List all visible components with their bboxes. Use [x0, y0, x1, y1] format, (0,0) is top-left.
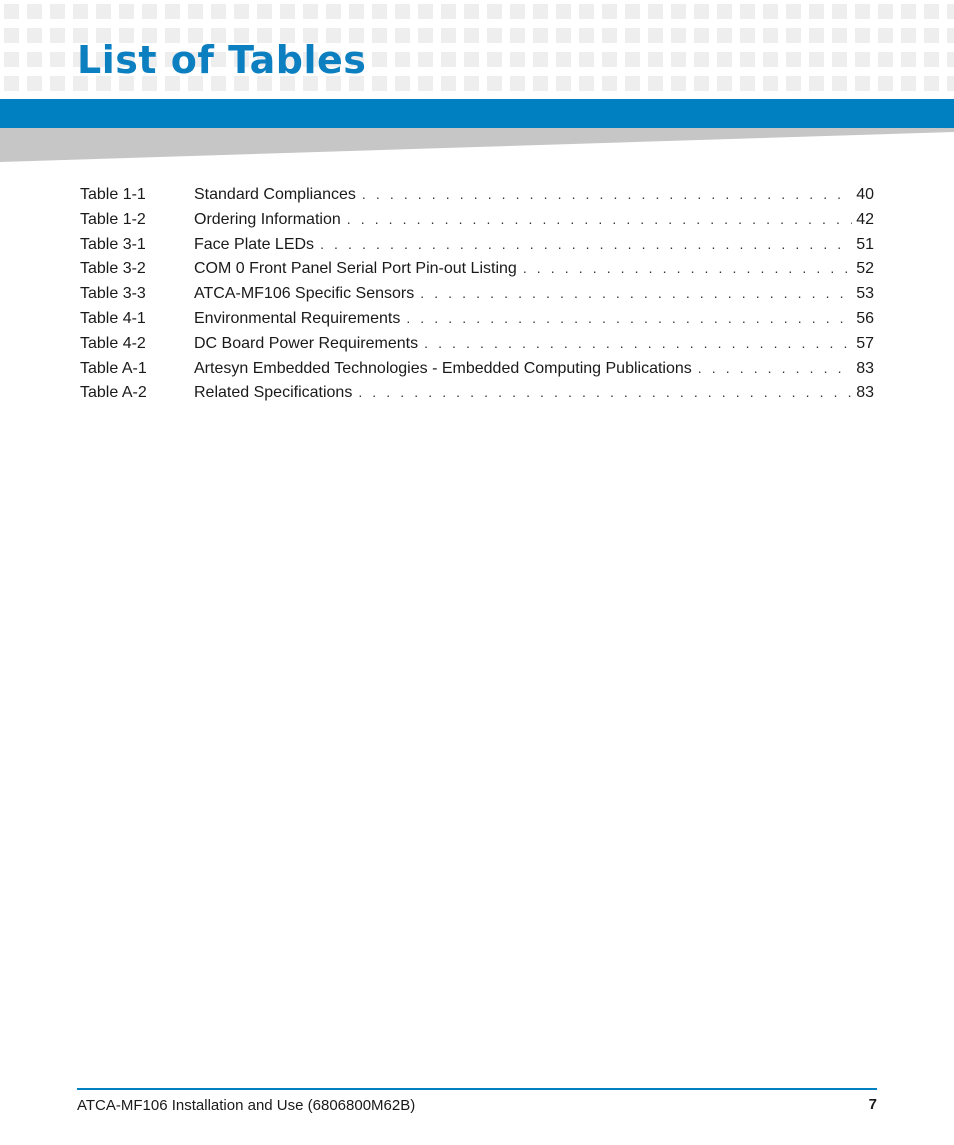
toc-dot-leader: [420, 281, 852, 306]
pattern-square: [27, 4, 42, 19]
toc-row[interactable]: [80, 331, 874, 356]
toc-table-title: Environmental Requirements: [194, 309, 401, 327]
pattern-square: [602, 76, 617, 91]
pattern-square: [50, 76, 65, 91]
pattern-square: [395, 76, 410, 91]
toc-row[interactable]: [80, 207, 874, 232]
pattern-square: [671, 52, 686, 67]
pattern-square: [924, 4, 939, 19]
toc-page-number: 40: [856, 186, 874, 203]
pattern-square: [602, 4, 617, 19]
pattern-square: [901, 28, 916, 43]
toc-table-title: Face Plate LEDs: [194, 235, 315, 253]
pattern-square: [671, 76, 686, 91]
pattern-square: [924, 76, 939, 91]
footer-document-title: ATCA-MF106 Installation and Use (6806800M62B): [77, 1097, 416, 1114]
pattern-square: [832, 4, 847, 19]
pattern-square: [234, 4, 249, 19]
pattern-square: [487, 76, 502, 91]
pattern-square: [142, 4, 157, 19]
pattern-square: [602, 28, 617, 43]
pattern-square: [441, 4, 456, 19]
pattern-square: [441, 28, 456, 43]
pattern-square: [50, 4, 65, 19]
pattern-square: [579, 4, 594, 19]
toc-table-number: Table 1-2: [80, 210, 146, 228]
pattern-square: [602, 52, 617, 67]
toc-table-number: Table 4-2: [80, 334, 146, 352]
pattern-square: [418, 28, 433, 43]
pattern-square: [73, 4, 88, 19]
toc-table-title: Ordering Information: [194, 210, 341, 228]
toc-page-number: 83: [856, 384, 874, 402]
pattern-square: [372, 28, 387, 43]
pattern-square: [878, 52, 893, 67]
pattern-square: [372, 4, 387, 19]
pattern-square: [27, 52, 42, 67]
pattern-square: [533, 28, 548, 43]
pattern-square: [510, 76, 525, 91]
pattern-square: [809, 76, 824, 91]
pattern-square: [947, 4, 954, 19]
pattern-square: [740, 76, 755, 91]
pattern-square: [510, 52, 525, 67]
pattern-square: [901, 52, 916, 67]
toc-dot-leader: [406, 306, 852, 331]
pattern-square: [418, 52, 433, 67]
toc-table-title: ATCA-MF106 Specific Sensors: [194, 285, 415, 303]
pattern-square: [50, 28, 65, 43]
toc-row[interactable]: [80, 356, 874, 381]
pattern-square: [740, 28, 755, 43]
header-blue-band: [0, 99, 954, 128]
pattern-square: [924, 28, 939, 43]
pattern-square: [510, 4, 525, 19]
toc-table-number: Table 4-1: [80, 309, 146, 327]
pattern-square: [901, 76, 916, 91]
pattern-square: [165, 4, 180, 19]
pattern-square: [303, 4, 318, 19]
pattern-square: [326, 4, 341, 19]
pattern-square: [395, 52, 410, 67]
toc-page-number: 56: [856, 309, 874, 327]
pattern-square: [211, 4, 226, 19]
pattern-square: [648, 28, 663, 43]
pattern-square: [556, 76, 571, 91]
pattern-square: [740, 52, 755, 67]
pattern-square: [96, 4, 111, 19]
pattern-square: [441, 52, 456, 67]
pattern-square: [487, 4, 502, 19]
pattern-square: [694, 76, 709, 91]
pattern-square: [947, 76, 954, 91]
pattern-square: [947, 28, 954, 43]
pattern-square: [487, 28, 502, 43]
pattern-square: [50, 52, 65, 67]
pattern-square: [556, 52, 571, 67]
pattern-square: [809, 28, 824, 43]
pattern-square: [947, 52, 954, 67]
pattern-square: [418, 4, 433, 19]
list-of-tables: [80, 182, 874, 405]
pattern-square: [556, 4, 571, 19]
pattern-square: [464, 4, 479, 19]
footer-page-number: 7: [868, 1096, 877, 1113]
pattern-square: [648, 52, 663, 67]
pattern-square: [786, 28, 801, 43]
pattern-square: [579, 28, 594, 43]
pattern-square: [27, 28, 42, 43]
pattern-square: [694, 28, 709, 43]
pattern-square: [625, 28, 640, 43]
pattern-square: [832, 76, 847, 91]
pattern-square: [464, 28, 479, 43]
pattern-square: [786, 76, 801, 91]
pattern-square: [625, 52, 640, 67]
pattern-square: [648, 4, 663, 19]
pattern-square: [487, 52, 502, 67]
pattern-square: [671, 28, 686, 43]
toc-dot-leader: [698, 356, 852, 381]
pattern-square: [579, 52, 594, 67]
pattern-square: [533, 4, 548, 19]
toc-table-title: Related Specifications: [194, 384, 353, 402]
pattern-square: [694, 52, 709, 67]
pattern-square: [717, 28, 732, 43]
pattern-square: [372, 52, 387, 67]
pattern-square: [855, 52, 870, 67]
pattern-square: [855, 28, 870, 43]
pattern-square: [717, 4, 732, 19]
pattern-square: [579, 76, 594, 91]
pattern-square: [533, 52, 548, 67]
toc-row[interactable]: [80, 256, 874, 281]
pattern-square: [694, 4, 709, 19]
toc-page-number: 53: [856, 285, 874, 303]
pattern-square: [786, 52, 801, 67]
pattern-square: [119, 4, 134, 19]
pattern-square: [786, 4, 801, 19]
pattern-square: [4, 28, 19, 43]
pattern-square: [717, 52, 732, 67]
pattern-square: [924, 52, 939, 67]
toc-dot-leader: [362, 182, 852, 207]
toc-row[interactable]: [80, 380, 874, 405]
page-title: List of Tables: [77, 38, 367, 82]
pattern-square: [717, 76, 732, 91]
toc-dot-leader: [358, 380, 852, 405]
pattern-square: [855, 4, 870, 19]
toc-table-number: Table 1-1: [80, 186, 146, 203]
pattern-square: [763, 52, 778, 67]
toc-page-number: 83: [856, 359, 874, 377]
pattern-square: [257, 4, 272, 19]
toc-dot-leader: [320, 232, 852, 257]
pattern-square: [464, 52, 479, 67]
pattern-square: [188, 4, 203, 19]
pattern-square: [395, 4, 410, 19]
pattern-square: [464, 76, 479, 91]
pattern-square: [4, 4, 19, 19]
toc-table-title: COM 0 Front Panel Serial Port Pin-out Listing: [194, 260, 517, 278]
pattern-square: [395, 28, 410, 43]
pattern-square: [418, 76, 433, 91]
pattern-square: [441, 76, 456, 91]
pattern-square: [625, 76, 640, 91]
header-grey-swoosh: [0, 128, 954, 164]
pattern-square: [763, 4, 778, 19]
toc-page-number: 42: [856, 210, 874, 228]
pattern-square: [832, 52, 847, 67]
toc-table-title: Artesyn Embedded Technologies - Embedded Computing Publications: [194, 359, 692, 377]
pattern-square: [4, 76, 19, 91]
toc-table-title: Standard Compliances: [194, 186, 356, 203]
pattern-square: [855, 76, 870, 91]
toc-page-number: 51: [856, 235, 874, 253]
pattern-square: [878, 4, 893, 19]
toc-row[interactable]: [80, 306, 874, 331]
pattern-square: [280, 4, 295, 19]
pattern-square: [878, 76, 893, 91]
pattern-square: [648, 76, 663, 91]
toc-table-number: Table A-2: [80, 384, 147, 402]
pattern-square: [809, 52, 824, 67]
pattern-square: [533, 76, 548, 91]
toc-row[interactable]: [80, 281, 874, 306]
pattern-square: [809, 4, 824, 19]
toc-table-number: Table A-1: [80, 359, 147, 377]
pattern-square: [4, 52, 19, 67]
toc-table-number: Table 3-1: [80, 235, 146, 253]
footer-rule: [77, 1088, 877, 1090]
toc-dot-leader: [347, 207, 852, 232]
toc-row[interactable]: [80, 182, 874, 207]
toc-dot-leader: [424, 331, 852, 356]
pattern-square: [510, 28, 525, 43]
toc-row[interactable]: [80, 232, 874, 257]
pattern-square: [349, 4, 364, 19]
toc-page-number: 52: [856, 260, 874, 278]
pattern-square: [625, 4, 640, 19]
toc-table-number: Table 3-3: [80, 285, 146, 303]
pattern-square: [27, 76, 42, 91]
toc-dot-leader: [523, 256, 852, 281]
pattern-square: [671, 4, 686, 19]
pattern-square: [763, 76, 778, 91]
pattern-square: [878, 28, 893, 43]
toc-table-number: Table 3-2: [80, 260, 146, 278]
pattern-square: [832, 28, 847, 43]
pattern-square: [740, 4, 755, 19]
pattern-square: [901, 4, 916, 19]
pattern-square: [372, 76, 387, 91]
toc-table-title: DC Board Power Requirements: [194, 334, 419, 352]
toc-page-number: 57: [856, 334, 874, 352]
pattern-square: [763, 28, 778, 43]
pattern-square: [556, 28, 571, 43]
